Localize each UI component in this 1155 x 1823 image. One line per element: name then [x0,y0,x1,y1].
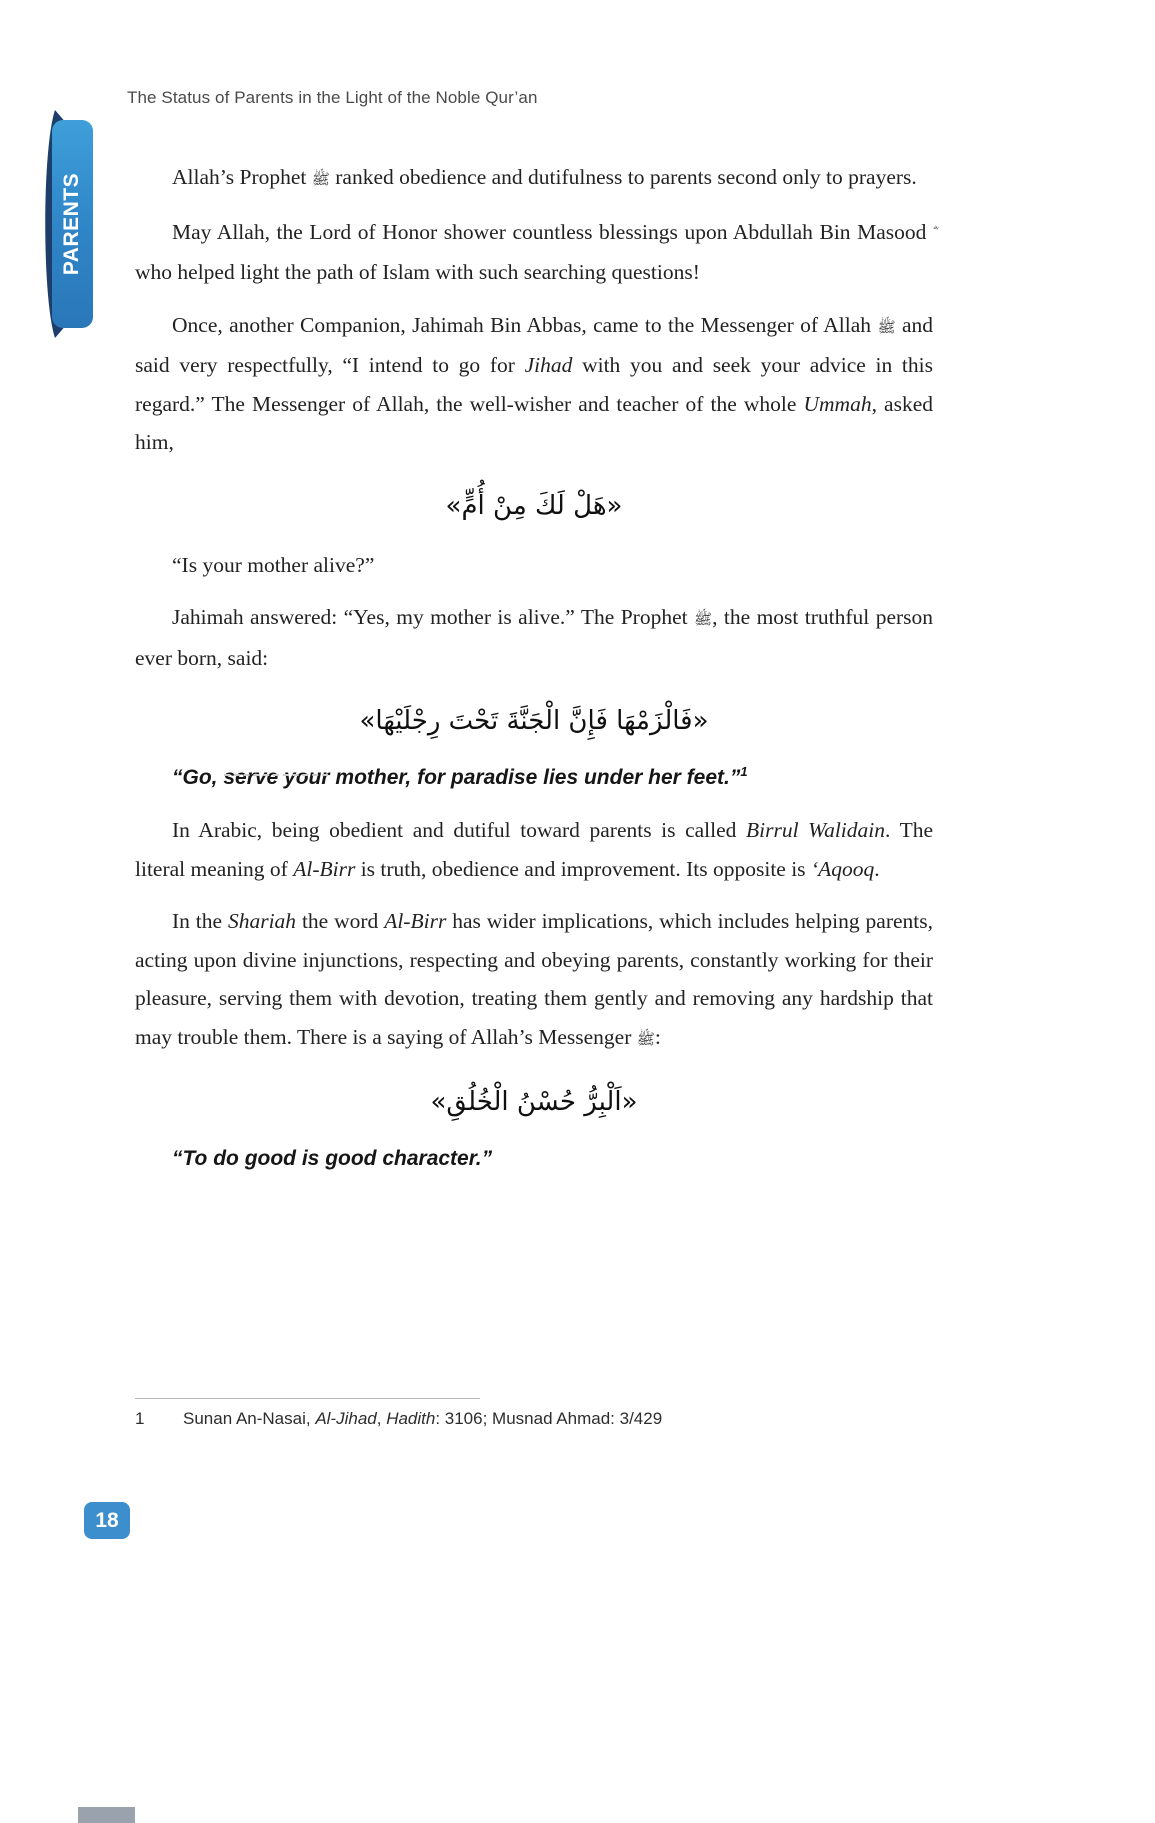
text-run: “To do good is good character.” [172,1147,493,1170]
text-run: , the most truthful person ever born, said: [135,605,934,670]
text-run: the word [296,909,385,933]
text-run: . The literal meaning of [135,818,933,881]
chapter-tab-parents [36,108,94,340]
paragraph [135,306,933,462]
honorific-symbol: ﷺ [694,610,713,628]
text-run: Sunan An-Nasai, [183,1409,316,1428]
text-run: with you and seek your advice in this regard.” The Messenger of Allah, the well-wisher and teacher of the whole [135,353,933,416]
text-run: ‘Aqooq [810,856,875,881]
chapter-tab-label: PARENTS [60,172,83,276]
honorific-symbol: ﷺ [311,170,330,188]
text-run: is truth, obedience and improvement. Its opposite is [355,856,811,881]
paragraph [135,902,933,1058]
paragraph [135,811,933,888]
arabic-quote: «فَالْزَمْهَا فَإِنَّ الْجَنَّةَ تَحْتَ رِجْلَيْهَا» [359,706,709,736]
footnote-divider [135,1398,480,1399]
text-run: Birrul Walidain [746,818,885,842]
text-run: Hadith [386,1409,436,1428]
honorific-symbol: ﷺ [636,1029,655,1048]
page-body [135,158,933,1192]
arabic-quote: «اَلْبِرُّ حُسْنُ الْخُلُقِ» [430,1087,638,1117]
footnote-text [183,1409,662,1428]
text-run: Jihad [524,353,573,377]
paragraph [135,598,933,677]
arabic-quote: «هَلْ لَكَ مِنْ أُمٍّ» [445,490,623,521]
text-run: : [654,1024,661,1049]
page-number-badge: 18 [84,1502,130,1539]
text-run: , asked him, [135,391,933,454]
translation-line [135,761,933,795]
text-run: Shariah [227,909,297,933]
bookmark-ribbon-icon [36,108,94,340]
text-run: Al-Birr [293,856,356,881]
text-run: Jahimah answered: “Yes, my mother is alive.” The Prophet [172,605,694,629]
translation-line [135,1142,933,1176]
text-run: : 3106; Musnad Ahmad: 3/429 [435,1409,663,1428]
text-run: and said very respectfully, “I intend to go for [135,312,933,377]
text-run: has wider implications, which includes helping parents, acting upon divine injunctions, respecting and obeying parents, constantly working for their pleasure, serving them with devotion, treating them gently and removing any hardship that may trouble them. There is a saying of Allah’s Messenger [135,909,933,1049]
footnote [135,1406,895,1432]
honorific-symbol: ﷺ [877,317,896,336]
paragraph [135,158,933,199]
text-run: who helped light the path of Islam with such searching questions! [135,260,700,284]
next-page-edge [78,1807,135,1823]
text-run: Allah’s Prophet [172,165,312,189]
text-run: Al-Birr [384,909,447,933]
text-run: Ummah [803,391,872,416]
text-run: . [874,856,880,881]
text-run: 1 [740,764,748,779]
text-run: In the [172,909,228,933]
text-run: Al-Jihad [315,1409,377,1428]
scan-artifact [224,774,328,776]
text-run: “Is your mother alive?” [172,552,375,577]
paragraph [135,546,933,585]
text-run: In Arabic, being obedient and dutiful toward parents is called [172,818,746,842]
text-run: ranked obedience and dutifulness to parents second only to prayers. [329,165,917,189]
text-run: , [376,1409,387,1428]
text-run: “Go, serve your mother, for paradise lies under her feet.” [172,766,741,789]
footnote-number: 1 [135,1409,145,1428]
paragraph [135,213,933,292]
running-header: The Status of Parents in the Light of the Noble Qur’an [127,88,538,107]
text-run: May Allah, the Lord of Honor shower countless blessings upon Abdullah Bin Masood [172,219,933,244]
text-run: Once, another Companion, Jahimah Bin Abbas, came to the Messenger of Allah [172,312,878,337]
